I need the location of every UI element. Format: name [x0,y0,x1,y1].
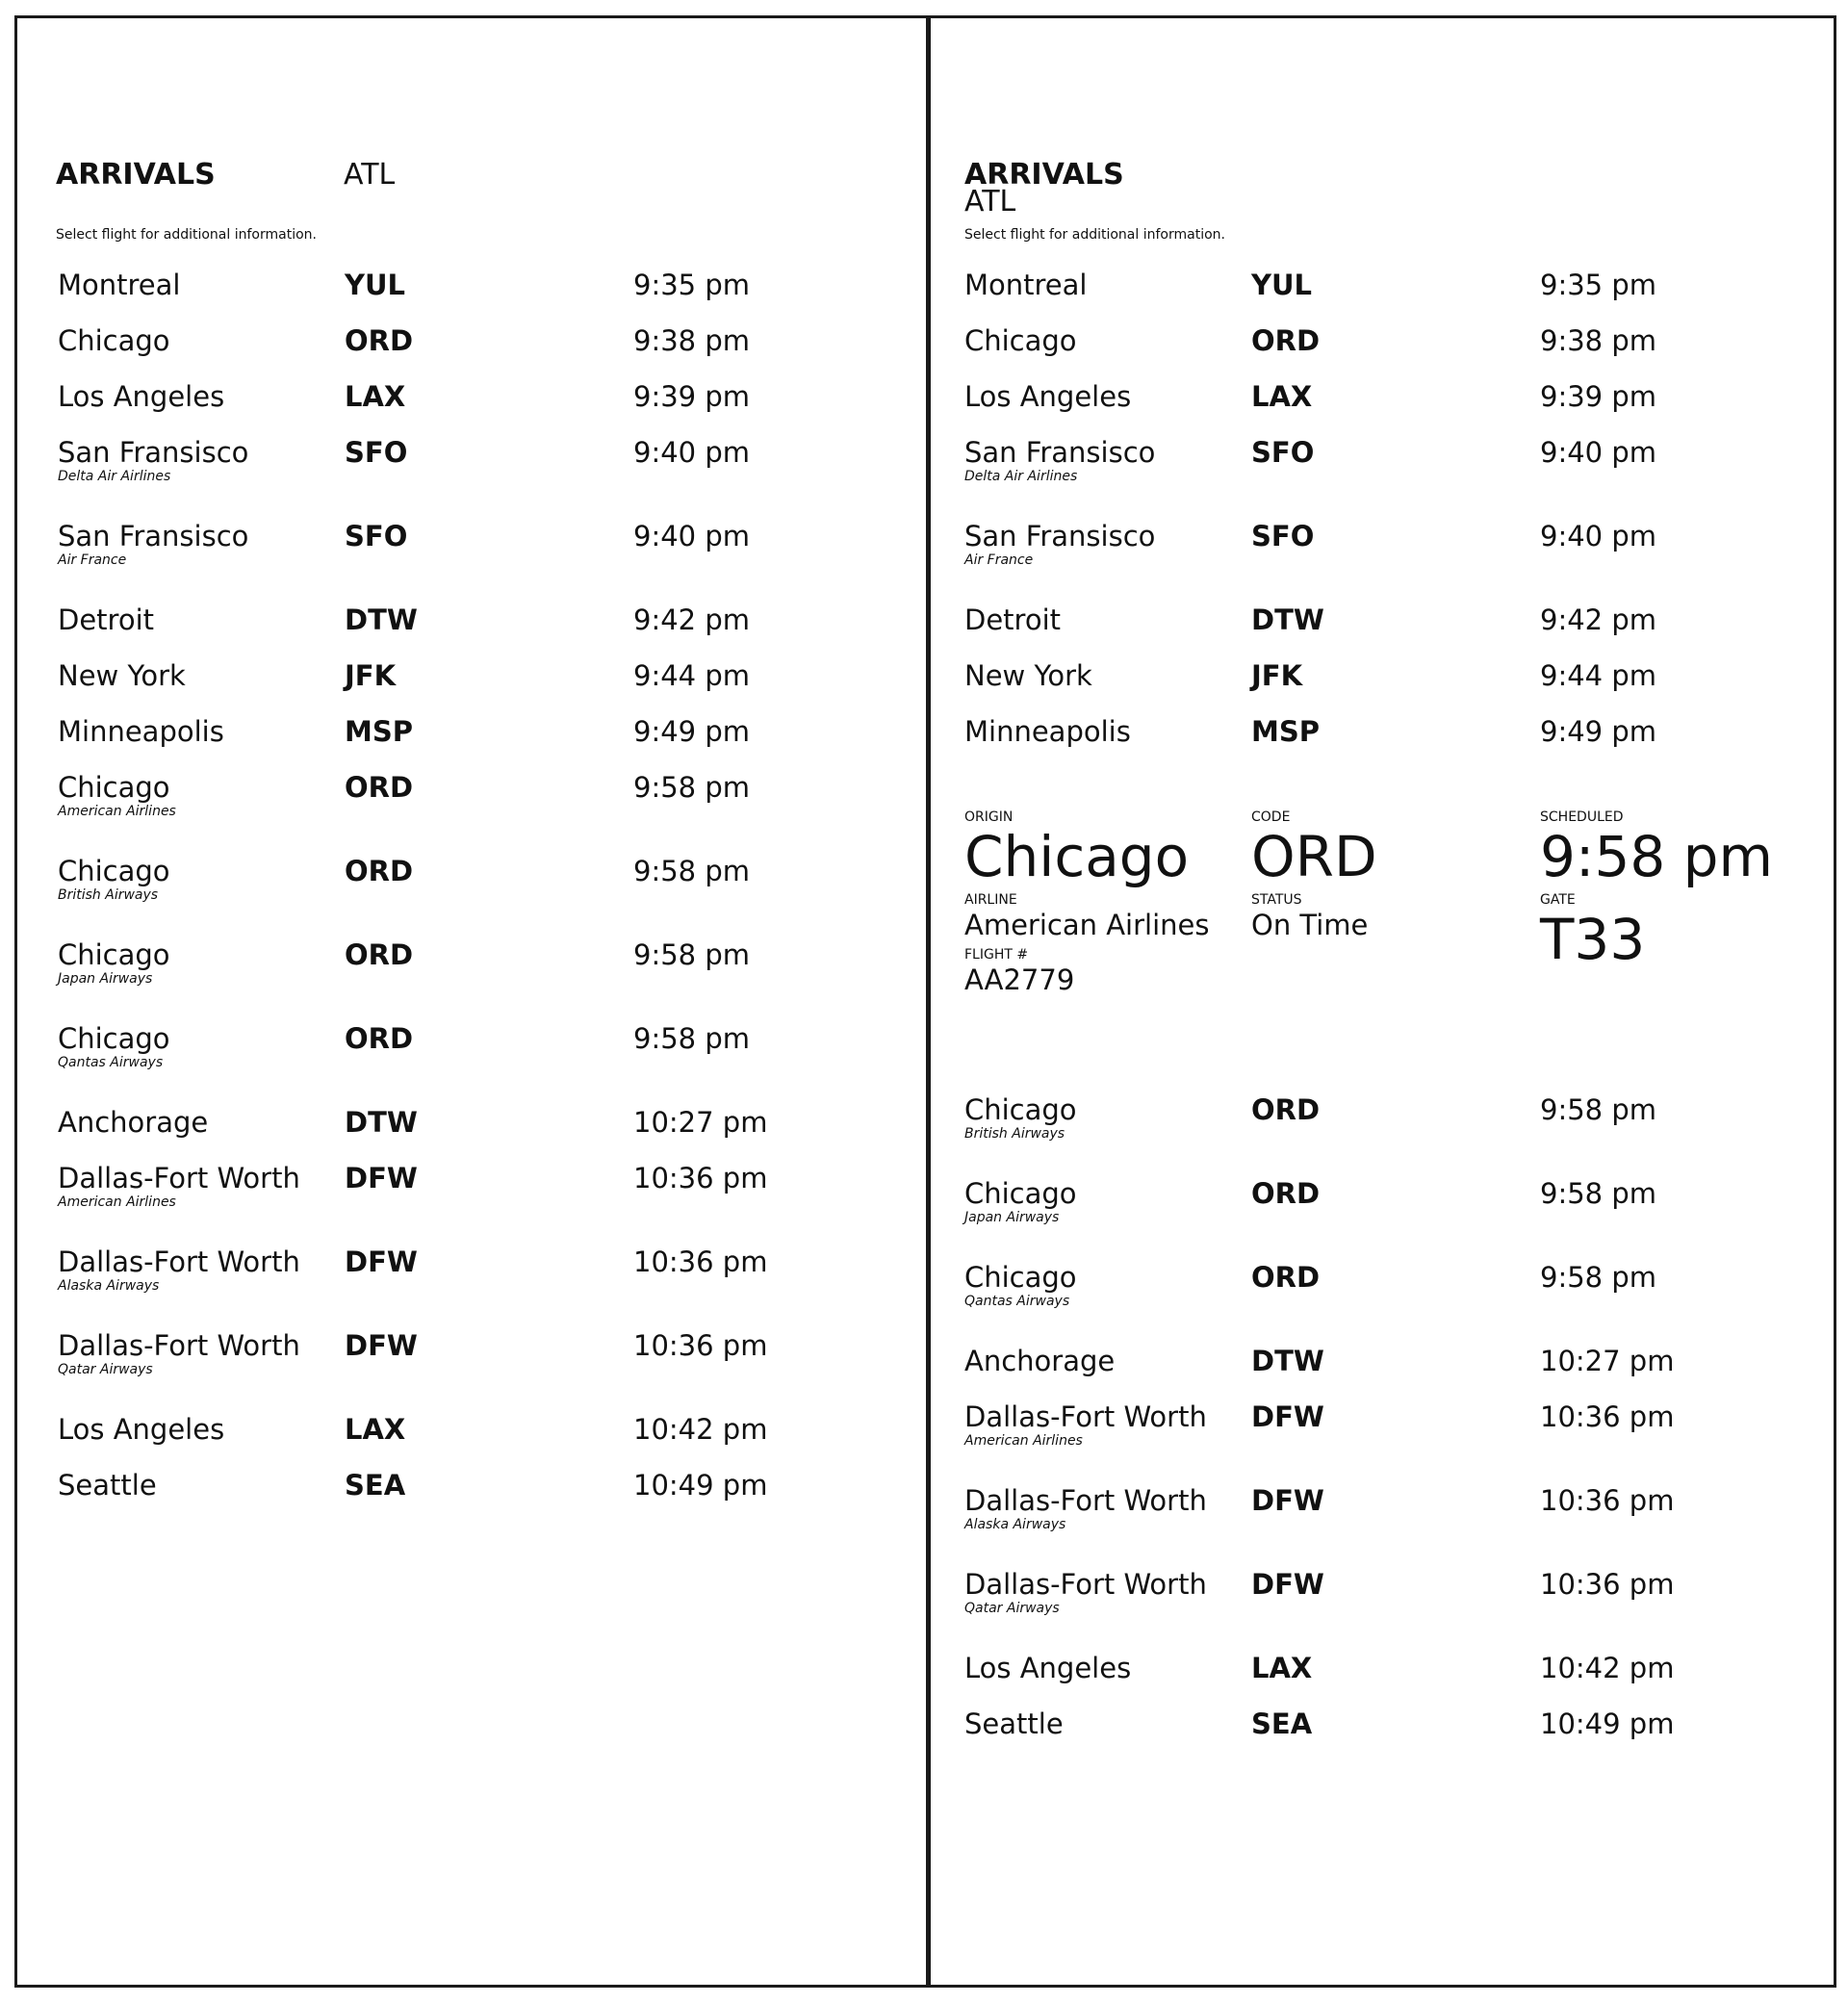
arrival-time: 9:44 pm [1540,659,1656,692]
airport-code: DTW [345,1106,418,1139]
origin-city: New York [58,659,186,692]
airport-code: LAX [345,380,406,413]
airport-code: SEA [1251,1708,1313,1740]
code-label: CODE [1251,809,1291,825]
airport-code: LAX [1251,380,1313,413]
arrival-time: 9:49 pm [633,715,750,748]
arrival-time: 10:36 pm [1540,1484,1675,1517]
board-title: ARRIVALS [56,158,216,192]
airport-code: DFW [345,1329,418,1362]
airport-code: SEA [345,1469,406,1502]
airline-name: Air France [58,552,127,568]
origin-city: Dallas-Fort Worth [58,1162,300,1194]
airport-code: SFO [345,436,408,469]
airline-name: Alaska Airways [964,1517,1066,1532]
status-value: On Time [1251,909,1369,941]
flight-number-value: AA2779 [964,963,1075,996]
origin-city: San Fransisco [964,520,1156,552]
airport-code: YUL [1251,269,1313,301]
airline-label: AIRLINE [964,892,1017,908]
arrival-time: 9:58 pm [1540,1177,1656,1210]
origin-city: Dallas-Fort Worth [964,1400,1207,1433]
origin-city: Chicago [964,1261,1077,1294]
origin-city: Los Angeles [58,1413,225,1446]
arrival-time: 9:38 pm [1540,324,1656,357]
gate-value: T33 [1540,907,1646,972]
arrival-time: 10:36 pm [633,1162,768,1194]
airport-code: MSP [345,715,413,748]
airport-code: DTW [1251,603,1324,636]
arrival-time: 9:44 pm [633,659,750,692]
origin-label: ORIGIN [964,809,1014,825]
arrival-time: 9:58 pm [1540,1261,1656,1294]
origin-city: Montreal [964,269,1088,301]
airline-name: American Airlines [58,1194,176,1210]
gate-label: GATE [1540,892,1576,908]
airport-code: DFW [1251,1484,1324,1517]
airport-code: DTW [1251,1345,1324,1377]
arrivals-list-panel [14,15,931,1988]
airport-code: SFO [1251,436,1315,469]
flight-number-label: FLIGHT # [964,947,1029,963]
arrival-time: 10:27 pm [633,1106,768,1139]
instruction-text: Select flight for additional information. [964,227,1225,243]
origin-city: Chicago [58,938,170,971]
origin-value: Chicago [964,824,1190,889]
arrival-time: 9:58 pm [633,771,750,804]
arrival-time: 10:36 pm [633,1329,768,1362]
airport-code: ORD [1251,324,1321,357]
origin-city: Chicago [964,1093,1077,1126]
airport-code: DFW [1251,1568,1324,1601]
origin-city: Los Angeles [58,380,225,413]
origin-city: Minneapolis [964,715,1131,748]
scheduled-value: 9:58 pm [1540,824,1773,889]
origin-city: Detroit [964,603,1061,636]
arrival-time: 10:42 pm [1540,1652,1675,1684]
arrival-time: 9:39 pm [633,380,750,413]
arrival-time: 9:58 pm [1540,1093,1656,1126]
airport-code: LAX [1251,1652,1313,1684]
airline-name: Japan Airways [964,1210,1060,1225]
airline-name: Air France [964,552,1034,568]
arrival-time: 9:58 pm [633,1022,750,1055]
airport-code: SFO [1251,520,1315,552]
origin-city: San Fransisco [964,436,1156,469]
arrival-time: 10:36 pm [1540,1400,1675,1433]
arrival-time: 9:38 pm [633,324,750,357]
airport-code: ORD [345,771,414,804]
arrival-time: 10:49 pm [1540,1708,1675,1740]
arrival-time: 9:58 pm [633,938,750,971]
airport-code: JFK [345,659,397,692]
origin-city: Chicago [58,1022,170,1055]
arrival-time: 9:40 pm [1540,520,1656,552]
airline-name: Delta Air Airlines [58,469,171,484]
origin-city: Seattle [58,1469,157,1502]
origin-city: Dallas-Fort Worth [964,1568,1207,1601]
origin-city: Los Angeles [964,1652,1132,1684]
origin-city: Montreal [58,269,181,301]
airline-name: American Airlines [964,1433,1083,1449]
airline-name: Delta Air Airlines [964,469,1078,484]
airline-name: Qatar Airways [964,1601,1060,1616]
arrival-time: 9:49 pm [1540,715,1656,748]
arrival-time: 10:36 pm [1540,1568,1675,1601]
origin-city: Dallas-Fort Worth [58,1245,300,1278]
origin-city: Chicago [964,1177,1077,1210]
airport-code: ORD [1251,1093,1321,1126]
airline-name: American Airlines [58,804,176,819]
origin-city: Dallas-Fort Worth [58,1329,300,1362]
airport-code: SFO [345,520,408,552]
board-title: ARRIVALS [964,158,1124,192]
airline-name: Qantas Airways [964,1294,1070,1309]
airline-name: British Airways [58,887,159,903]
arrival-time: 9:40 pm [633,436,750,469]
arrival-time: 9:40 pm [633,520,750,552]
arrival-time: 9:35 pm [1540,269,1656,301]
status-label: STATUS [1251,892,1302,908]
airline-name: Qatar Airways [58,1362,153,1377]
airport-code: ORD [1251,1177,1321,1210]
airport-code: DFW [1251,1400,1324,1433]
origin-city: Los Angeles [964,380,1132,413]
origin-city: Anchorage [58,1106,209,1139]
airport-code: ATL [344,158,396,192]
arrival-time: 9:42 pm [1540,603,1656,636]
origin-city: New York [964,659,1092,692]
arrival-time: 9:39 pm [1540,380,1656,413]
airport-code: ORD [345,855,414,887]
airport-code: ORD [345,938,414,971]
scheduled-label: SCHEDULED [1540,809,1624,825]
airport-code: ATL [964,185,1016,218]
instruction-text: Select flight for additional information. [56,227,317,243]
origin-city: San Fransisco [58,436,249,469]
origin-city: Minneapolis [58,715,224,748]
airport-code: LAX [345,1413,406,1446]
airline-value: American Airlines [964,909,1210,941]
arrival-time: 9:58 pm [633,855,750,887]
airline-name: British Airways [964,1126,1065,1142]
arrival-time: 10:36 pm [633,1245,768,1278]
origin-city: Chicago [58,855,170,887]
airline-name: Qantas Airways [58,1055,164,1070]
arrival-time: 10:49 pm [633,1469,768,1502]
origin-city: Detroit [58,603,154,636]
arrival-time: 9:42 pm [633,603,750,636]
airport-code: MSP [1251,715,1320,748]
arrival-time: 9:40 pm [1540,436,1656,469]
airport-code: DTW [345,603,418,636]
airport-code: DFW [345,1245,418,1278]
airport-code: ORD [345,1022,414,1055]
arrival-time: 9:35 pm [633,269,750,301]
code-value: ORD [1251,824,1377,889]
arrival-time: 10:27 pm [1540,1345,1675,1377]
airline-name: Japan Airways [58,971,153,987]
arrival-time: 10:42 pm [633,1413,768,1446]
origin-city: Chicago [964,324,1077,357]
origin-city: Chicago [58,324,170,357]
airport-code: ORD [1251,1261,1321,1294]
airport-code: YUL [345,269,406,301]
airline-name: Alaska Airways [58,1278,160,1294]
origin-city: Seattle [964,1708,1064,1740]
flight-detail-card[interactable] [964,809,1792,1100]
origin-city: Dallas-Fort Worth [964,1484,1207,1517]
origin-city: Anchorage [964,1345,1116,1377]
origin-city: San Fransisco [58,520,249,552]
origin-city: Chicago [58,771,170,804]
airport-code: ORD [345,324,414,357]
airport-code: DFW [345,1162,418,1194]
airport-code: JFK [1251,659,1303,692]
arrivals-detail-panel [926,15,1836,1988]
